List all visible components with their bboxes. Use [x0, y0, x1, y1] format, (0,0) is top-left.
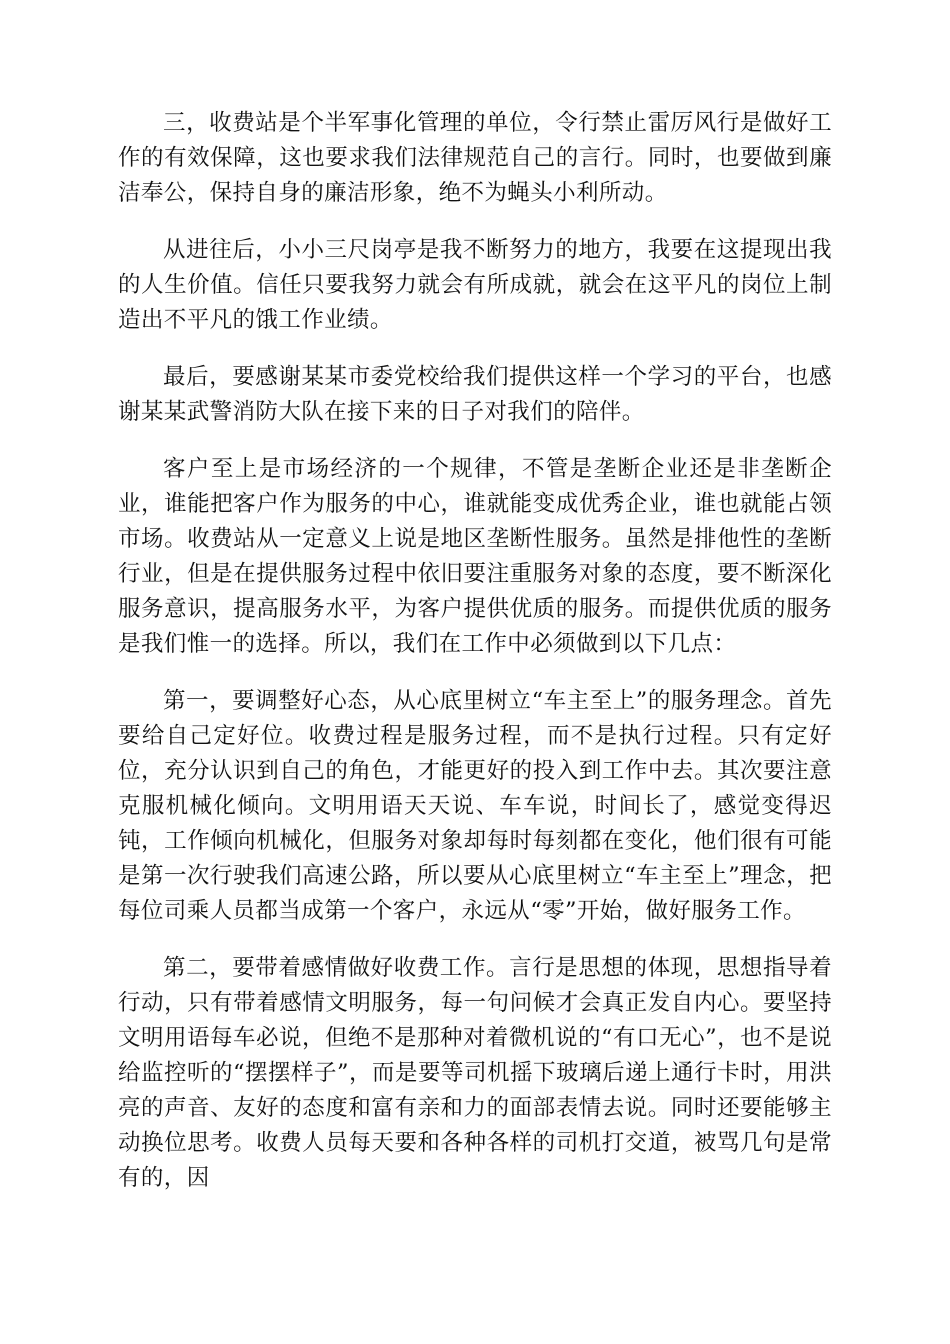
paragraph-5: 第一，要调整好心态，从心底里树立“车主至上”的服务理念。首先要给自己定好位。收费过程是服务过程，而不是执行过程。只有定好位，充分认识到自己的角色，才能更好的投入到工作中去。其次要注意克服机械化倾向。文明用语天天说、车车说，时间长了，感觉变得迟钝，工作倾向机械化，但服务对象却每时每刻都在变化，他们很有可能是第一次行驶我们高速公路，所以要从心底里树立“车主至上”理念，把每位司乘人员都当成第一个客户，永远从“零”开始，做好服务工作。 [118, 688, 832, 924]
paragraph-2: 从进往后，小小三尺岗亭是我不断努力的地方，我要在这提现出我的人生价值。信任只要我努力就会有所成就，就会在这平凡的岗位上制造出不平凡的饿工作业绩。 [118, 237, 832, 333]
paragraph-3: 最后，要感谢某某市委党校给我们提供这样一个学习的平台，也感谢某某武警消防大队在接下来的日子对我们的陪伴。 [118, 364, 832, 425]
paragraph-1: 三，收费站是个半军事化管理的单位，令行禁止雷厉风行是做好工作的有效保障，这也要求我们法律规范自己的言行。同时，也要做到廉洁奉公，保持自身的廉洁形象，绝不为蝇头小利所动。 [118, 110, 832, 206]
paragraph-6: 第二，要带着感情做好收费工作。言行是思想的体现，思想指导着行动，只有带着感情文明服务，每一句问候才会真正发自内心。要坚持文明用语每车必说，但绝不是那种对着微机说的“有口无心”，也不是说给监控听的“摆摆样子”，而是要等司机摇下玻璃后递上通行卡时，用洪亮的声音、友好的态度和富有亲和力的面部表情去说。同时还要能够主动换位思考。收费人员每天要和各种各样的司机打交道，被骂几句是常有的，因 [118, 955, 832, 1191]
paragraph-4: 客户至上是市场经济的一个规律，不管是垄断企业还是非垄断企业，谁能把客户作为服务的中心，谁就能变成优秀企业，谁也就能占领市场。收费站从一定意义上说是地区垄断性服务。虽然是排他性的垄断行业，但是在提供服务过程中依旧要注重服务对象的态度，要不断深化服务意识，提高服务水平，为客户提供优质的服务。而提供优质的服务是我们惟一的选择。所以，我们在工作中必须做到以下几点： [118, 456, 832, 657]
